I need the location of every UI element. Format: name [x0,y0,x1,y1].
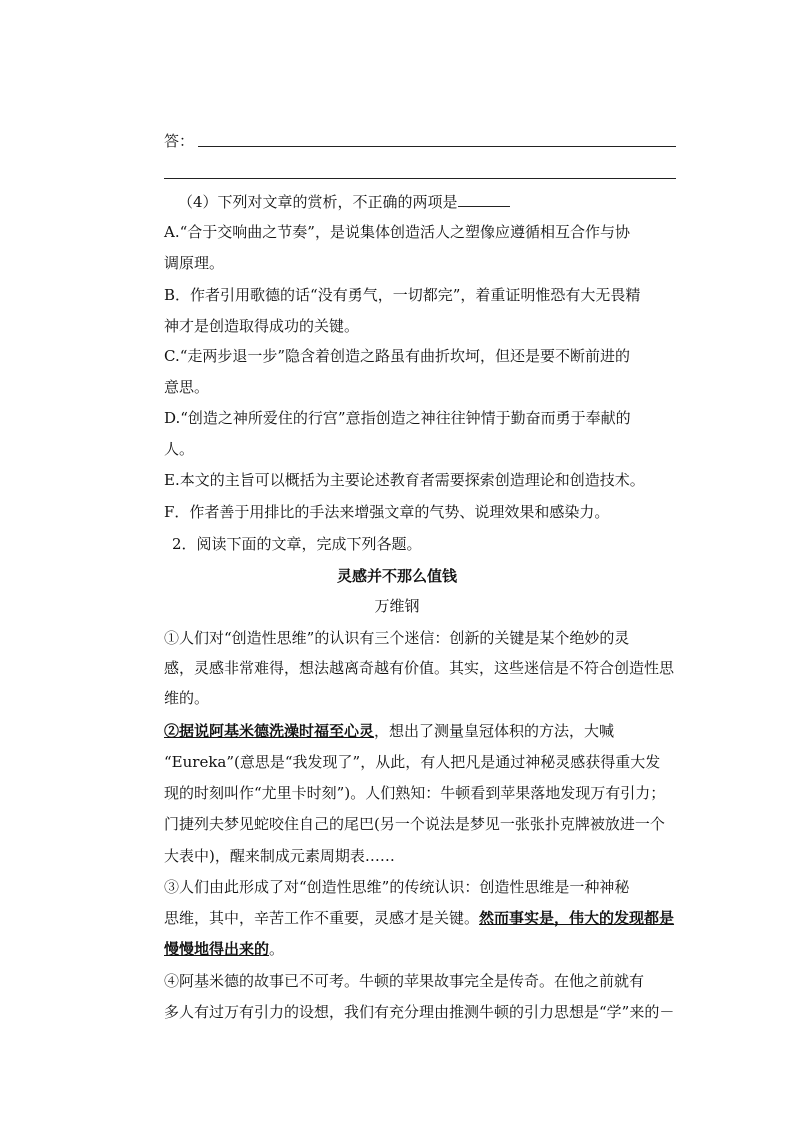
paragraph-3-line-3 [164,939,284,959]
paragraph-2-line-2: “Eureka”(意思是“我发现了”，从此，有人把凡是通过神秘灵感获得重大发 [164,753,661,771]
option-b-line-2: 神才是创造取得成功的关键。 [164,317,360,335]
paragraph-4-line-2: 多人有过万有引力的设想，我们有充分理由推测牛顿的引力思想是“学”来的－ [164,1003,675,1021]
answer-line[interactable] [198,146,676,147]
answer-row [164,128,676,152]
paragraph-2-line-4: 门捷列夫梦见蛇咬住自己的尾巴(另一个说法是梦见一张张扑克牌被放进一个 [164,815,665,833]
option-a-line-1: A.“合于交响曲之节奏”，是说集体创造活人之塑像应遵循相互合作与协 [164,223,630,241]
option-e: E.本文的主旨可以概括为主要论述教育者需要探索创造理论和创造技术。 [164,471,645,489]
paragraph-4-line-1: ④阿基米德的故事已不可考。牛顿的苹果故事完全是传奇。在他之前就有 [164,972,645,990]
answer-blank[interactable] [458,192,510,207]
article-title: 灵感并不那么值钱 [336,567,457,585]
option-b-line-1: B．作者引用歌德的话“没有勇气，一切都完”，着重证明惟恐有大无畏精 [164,286,641,304]
paragraph-3-line-3-end: 。 [269,940,285,958]
paragraph-2-line-3: 现的时刻叫作“尤里卡时刻”)。人们熟知：牛顿看到苹果落地发现万有引力； [164,784,666,802]
underlined-phrase-3: 慢慢地得出来的 [164,940,270,958]
option-d-line-2: 人。 [164,440,195,458]
underlined-phrase-1: ②据说阿基米德洗澡时福至心灵 [164,722,375,740]
option-c-line-1: C.“走两步退一步”隐含着创造之路虽有曲折坎坷，但还是要不断前进的 [164,347,631,365]
question-4-prompt [178,192,510,212]
article-author: 万维钢 [374,597,420,615]
paragraph-1-line-2: 感，灵感非常难得，想法越离奇越有价值。其实，这些迷信是不符合创造性思 [164,659,675,677]
paragraph-1-line-1: ①人们对“创造性思维”的认识有三个迷信：创新的关键是某个绝妙的灵 [164,629,630,647]
paragraph-1-line-3: 维的。 [164,689,210,707]
underlined-phrase-2: 然而事实是，伟大的发现都是 [479,909,675,927]
option-c-line-2: 意思。 [164,378,210,396]
paragraph-2-line-1-rest: ，想出了测量皇冠体积的方法，大喊 [374,722,615,740]
option-d-line-1: D.“创造之神所爱住的行宫”意指创造之神往往钟情于勤奋而勇于奉献的 [164,409,631,427]
paragraph-3-line-1: ③人们由此形成了对“创造性思维”的传统认识：创造性思维是一种神秘 [164,878,630,896]
answer-line-2[interactable] [164,178,676,179]
paragraph-3-line-2-pre: 思维，其中，辛苦工作不重要，灵感才是关键。 [164,909,480,927]
question-4-text: （4）下列对文章的赏析，不正确的两项是 [178,193,458,211]
option-a-line-2: 调原理。 [164,254,225,272]
answer-label: 答： [164,132,195,150]
paragraph-2-line-5: 大表中)，醒来制成元素周期表…… [164,847,395,865]
option-f: F．作者善于用排比的手法来增强文章的气势、说理效果和感染力。 [164,503,610,521]
question-2-prompt: 2．阅读下面的文章，完成下列各题。 [172,535,422,553]
paragraph-3-line-2 [164,908,674,928]
paragraph-2-line-1 [164,721,614,741]
